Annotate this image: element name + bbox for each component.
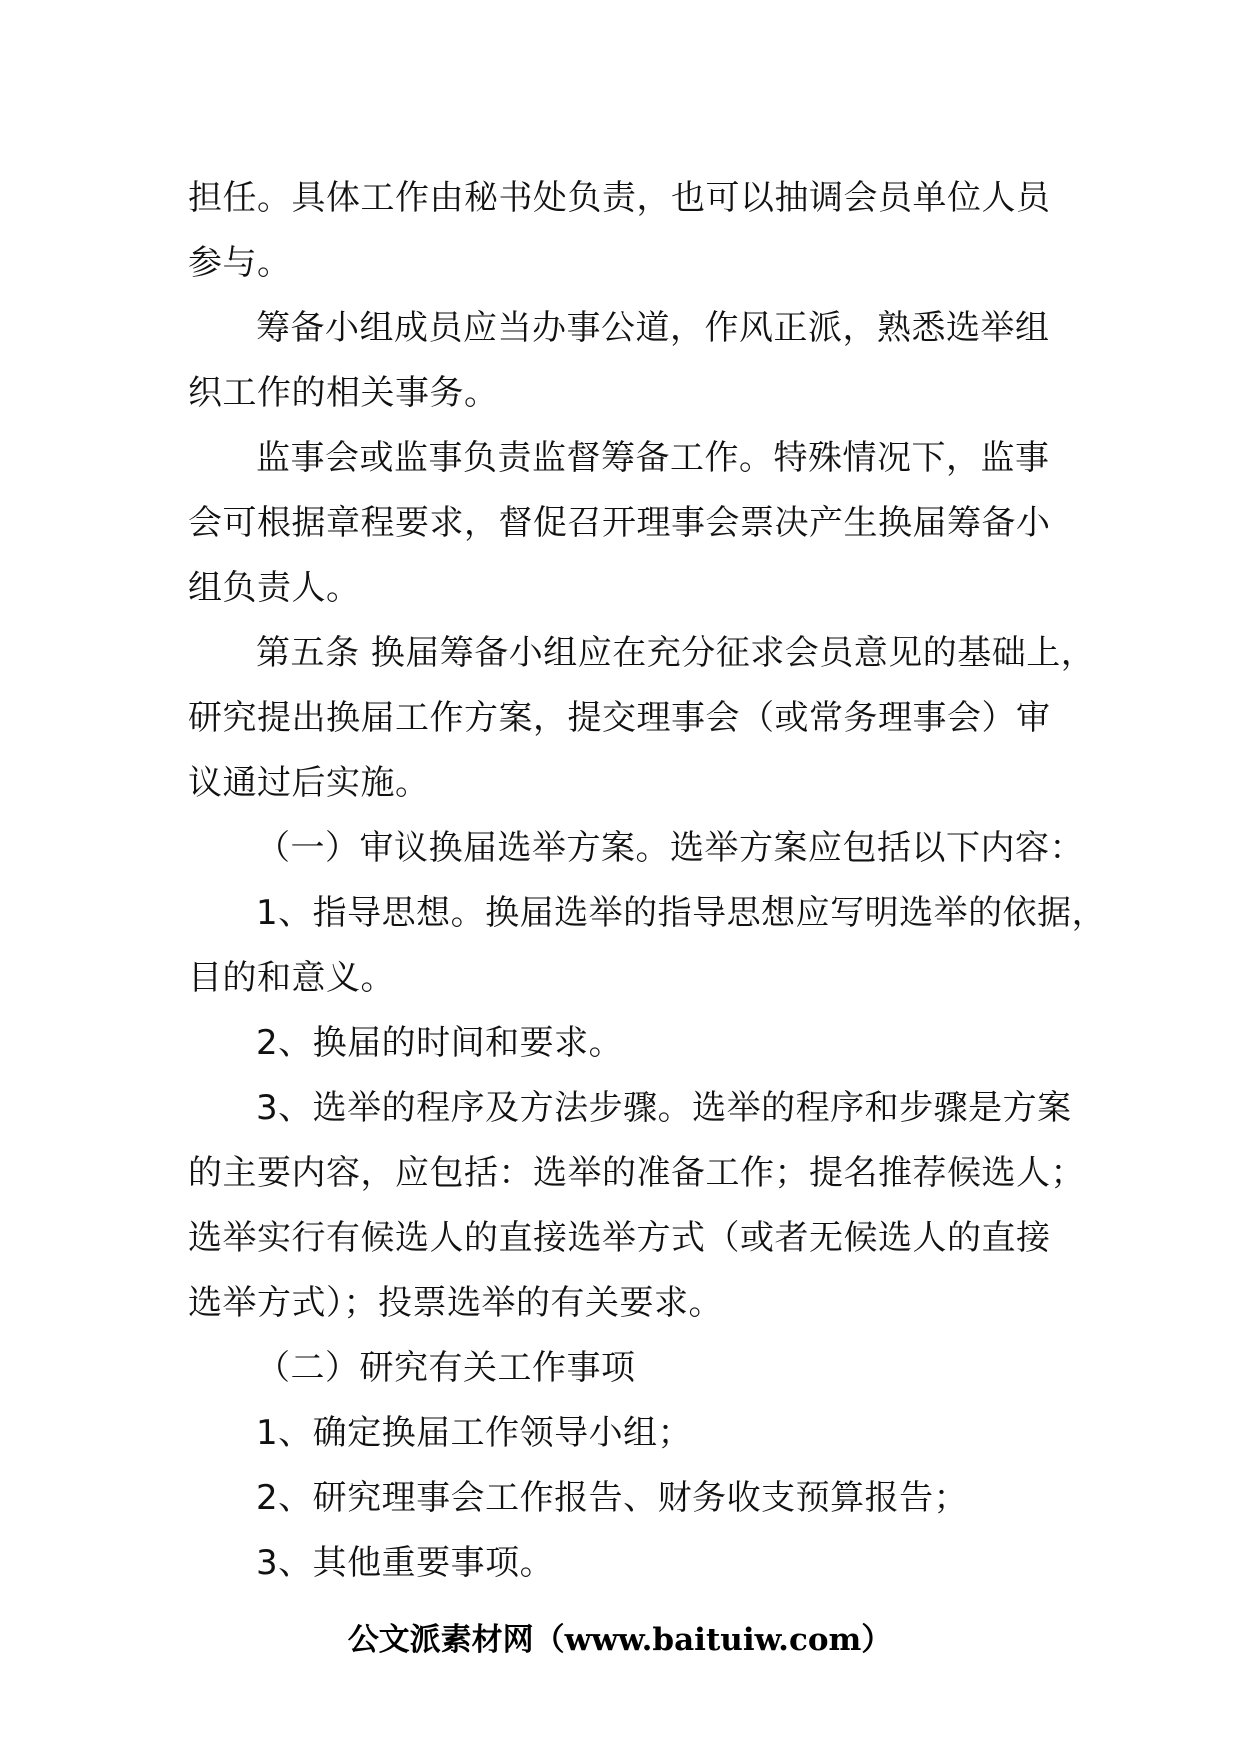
text-line: 参与。 (188, 243, 292, 283)
text-line: 研究提出换届工作方案，提交理事会（或常务理事会）审 (188, 698, 1051, 738)
section-heading-line: （二）研究有关工作事项 (256, 1348, 636, 1388)
text-line: 议通过后实施。 (188, 763, 430, 803)
text-line: 筹备小组成员应当办事公道，作风正派，熟悉选举组 (256, 308, 1050, 348)
list-item-line: 1、确定换届工作领导小组； (256, 1413, 693, 1453)
document-body (188, 166, 1107, 1596)
text-line: 组负责人。 (188, 568, 361, 608)
list-item-line: 3、选举的程序及方法步骤。选举的程序和步骤是方案 (256, 1088, 1072, 1128)
text-line: 担任。具体工作由秘书处负责，也可以抽调会员单位人员 (188, 178, 1051, 218)
list-item-line: 2、换届的时间和要求。 (256, 1023, 624, 1063)
footer-watermark: 公文派素材网（www.baituiw.com） (347, 1622, 893, 1658)
text-line: 织工作的相关事务。 (188, 373, 499, 413)
article-heading-line: 第五条 换届筹备小组应在充分征求会员意见的基础上， (256, 633, 1096, 673)
text-line: 监事会或监事负责监督筹备工作。特殊情况下，监事 (256, 438, 1050, 478)
list-item-line: 3、其他重要事项。 (256, 1543, 555, 1583)
text-line: 会可根据章程要求，督促召开理事会票决产生换届筹备小 (188, 503, 1051, 543)
text-line: 选举方式）；投票选举的有关要求。 (188, 1283, 723, 1323)
list-item-line: 2、研究理事会工作报告、财务收支预算报告； (256, 1478, 969, 1518)
list-item-line: 1、指导思想。换届选举的指导思想应写明选举的依据， (256, 893, 1107, 933)
text-line: 选举实行有候选人的直接选举方式（或者无候选人的直接 (188, 1218, 1051, 1258)
section-heading-line: （一）审议换届选举方案。选举方案应包括以下内容： (256, 828, 1084, 868)
text-line: 目的和意义。 (188, 958, 395, 998)
text-line: 的主要内容，应包括：选举的准备工作；提名推荐候选人； (188, 1153, 1085, 1193)
